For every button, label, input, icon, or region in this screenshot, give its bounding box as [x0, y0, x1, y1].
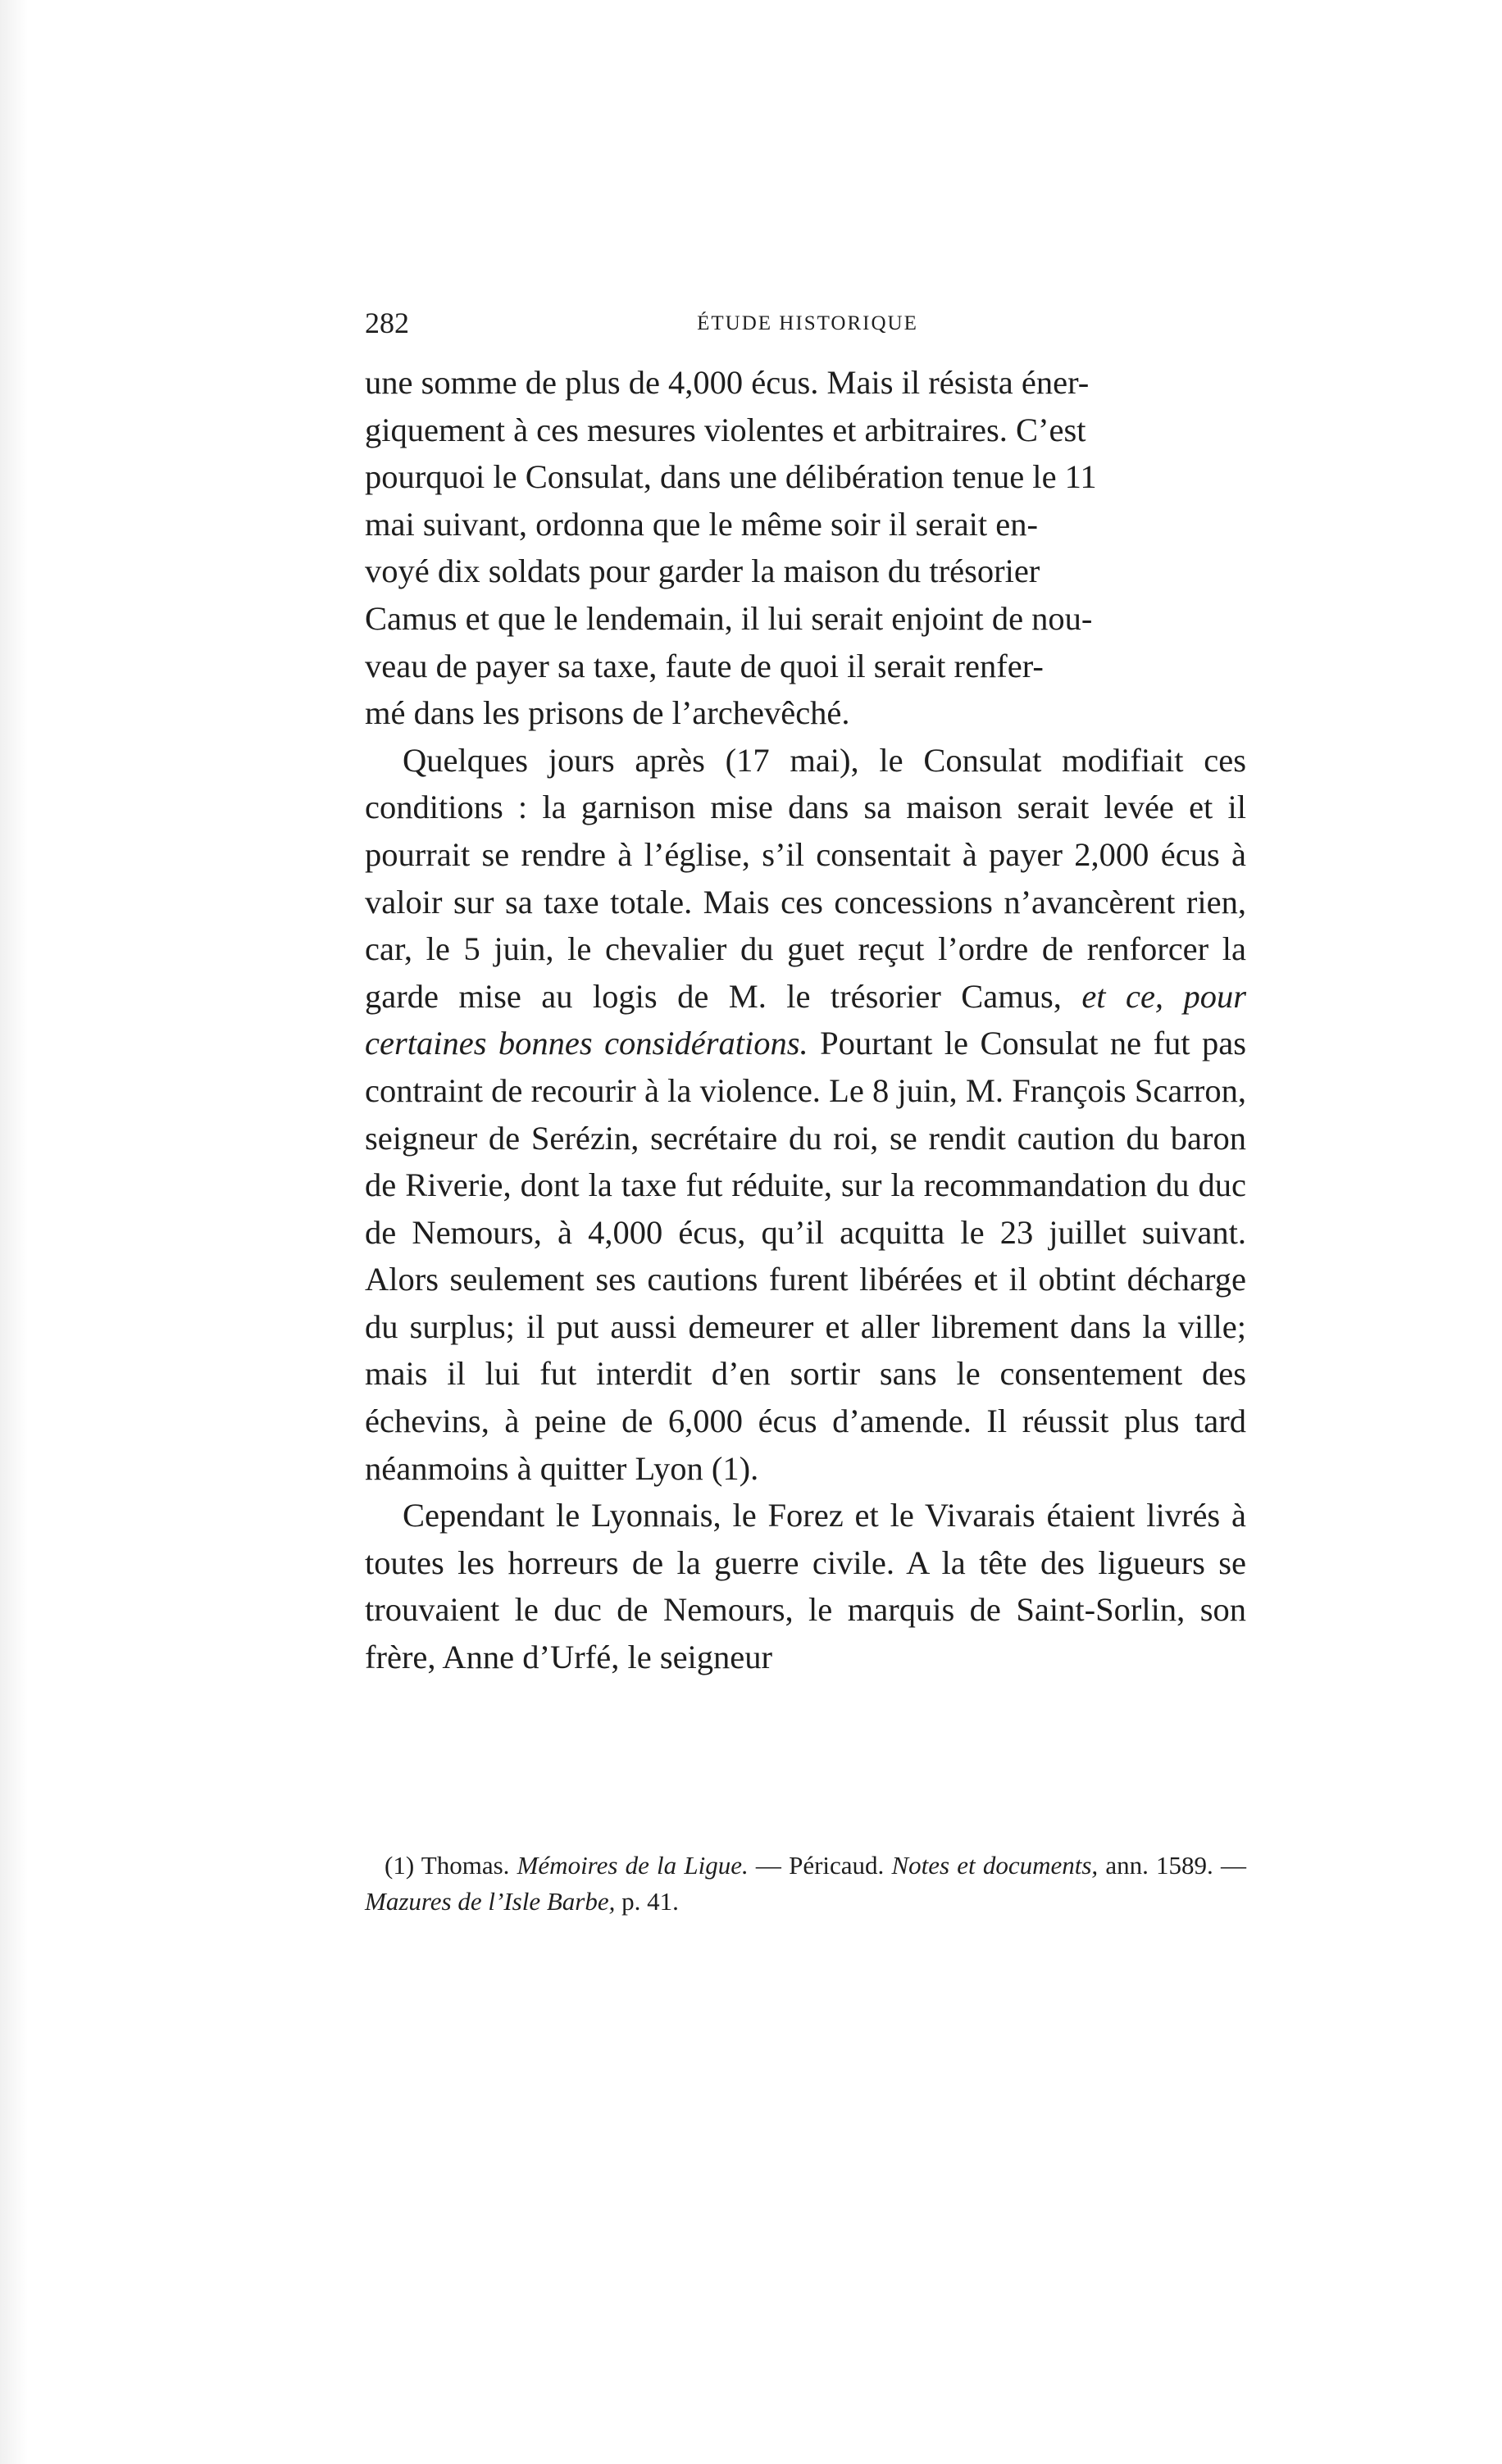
- paragraph-3-text: Cependant le Lyonnais, le Forez et le Vivarais étaient livrés à toutes les horreurs de la guerre civile. A la tête des ligueurs se trouvaient le duc de Nemours, le marquis de Saint-Sorlin, son frère, Anne d’Urfé, le seigneur: [365, 1497, 1246, 1676]
- footnote-year: ann. 1589.: [1105, 1851, 1213, 1880]
- footnote-marker: (1): [385, 1851, 415, 1880]
- footnote-dash: —: [755, 1851, 781, 1880]
- paragraph-1-line: veau de payer sa taxe, faute de quoi il serait renfer-: [365, 647, 1044, 684]
- paragraph-2-italic-quote: et ce, pour certaines bonnes considérations.: [365, 977, 1246, 1062]
- paragraph-1-line: giquement à ces mesures violentes et arbitraires. C’est: [365, 411, 1086, 448]
- paragraph-1-line: une somme de plus de 4,000 écus. Mais il résista éner-: [365, 364, 1090, 401]
- paragraph-2: [365, 737, 1246, 1493]
- footnote-author: Thomas.: [421, 1851, 510, 1880]
- paragraph-1-line: voyé dix soldats pour garder la maison du trésorier: [365, 552, 1040, 590]
- running-header: [365, 305, 1250, 346]
- paragraph-1-line: mé dans les prisons de l’archevêché.: [365, 694, 850, 732]
- running-title: ÉTUDE HISTORIQUE: [697, 312, 918, 334]
- footnote-dash: —: [1221, 1851, 1246, 1880]
- footnote-work-title: Notes et documents,: [891, 1851, 1099, 1880]
- paragraph-1: [365, 359, 1246, 737]
- paragraph-3: [365, 1492, 1246, 1680]
- paragraph-2-text-end: Pourtant le Consulat ne fut pas contraint de recourir à la violence. Le 8 juin, M. François Scarron, seigneur de Serézin, secrétaire du roi, se rendit caution du baron de Riverie, dont la taxe fut réduite, sur la recommandation du duc de Nemours, à 4,000 écus, qu’il acquitta le 23 juillet suivant. Alors seulement ses cautions furent libérées et il obtint décharge du surplus; il put aussi demeurer et aller librement dans la ville; mais il lui fut interdit d’en sortir sans le consentement des échevins, à peine de 6,000 écus d’amende. Il réussit plus tard néanmoins à quitter Lyon (1).: [365, 1025, 1246, 1487]
- paragraph-1-line: Camus et que le lendemain, il lui serait enjoint de nou-: [365, 599, 1093, 637]
- paragraph-2-text: Quelques jours après (17 mai), le Consulat modifiait ces conditions : la garnison mise dans sa maison serait levée et il pourrait se rendre à l’église, s’il consentait à payer 2,000 écus à valoir sur sa taxe totale. Mais ces concessions n’avancèrent rien, car, le 5 juin, le chevalier du guet reçut l’ordre de renforcer la garde mise au logis de M. le trésorier Camus,: [365, 741, 1246, 1015]
- footnote-work-title: Mémoires de la Ligue.: [517, 1851, 749, 1880]
- paragraph-1-line: pourquoi le Consulat, dans une délibération tenue le 11: [365, 458, 1097, 496]
- footnotes: [365, 1848, 1246, 1920]
- body-text: [365, 359, 1246, 1681]
- scan-shadow-edge: [0, 0, 28, 2464]
- page-number: 282: [365, 307, 409, 339]
- paragraph-1-line: mai suivant, ordonna que le même soir il serait en-: [365, 505, 1039, 543]
- footnote-author: Péricaud.: [789, 1851, 885, 1880]
- footnote-1: [365, 1848, 1246, 1920]
- footnote-page: p. 41.: [621, 1887, 679, 1916]
- footnote-work-title: Mazures de l’Isle Barbe,: [365, 1887, 616, 1916]
